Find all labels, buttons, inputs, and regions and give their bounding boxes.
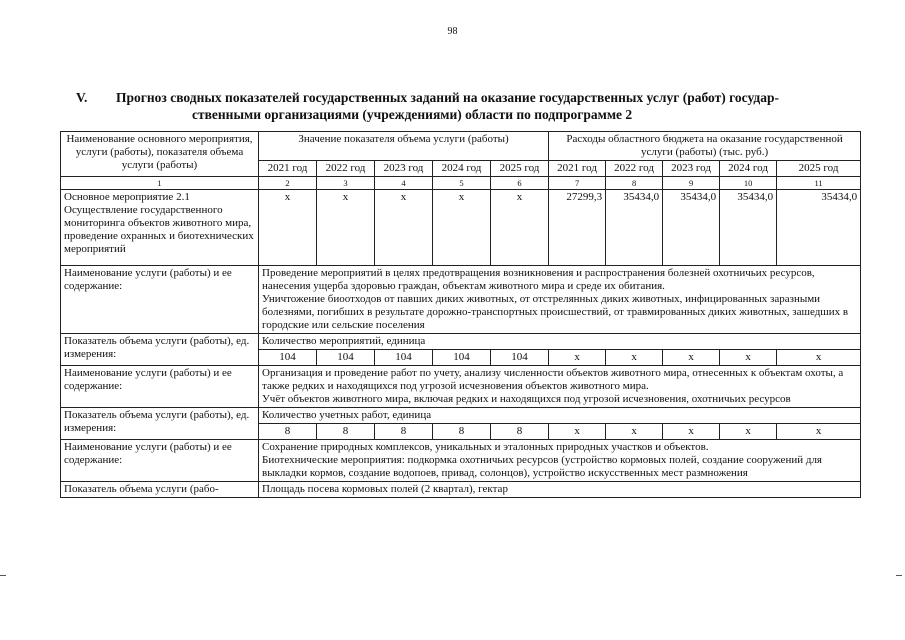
value-cell: х xyxy=(606,424,663,440)
header-name-cell: Наименование основного мероприятия, услуги (работы), показателя объема услуги (работы) xyxy=(61,132,259,177)
value-cell: х xyxy=(259,190,317,266)
index-cell: 5 xyxy=(433,177,491,190)
expense-cell: 35434,0 xyxy=(720,190,777,266)
year-cell: 2022 год xyxy=(606,161,663,177)
service-label: Наименование услуги (работы) и ее содержание: xyxy=(61,366,259,408)
value-cell: х xyxy=(491,190,549,266)
year-cell: 2023 год xyxy=(663,161,720,177)
indicator-unit: Количество учетных работ, единица xyxy=(259,408,861,424)
value-cell: х xyxy=(433,190,491,266)
section-title-line-2: ственными организациями (учреждениями) области по подпрограмме 2 xyxy=(192,107,633,122)
value-cell: 104 xyxy=(317,350,375,366)
indicator-label: Показатель объема услуги (работы), ед. измерения: xyxy=(61,408,259,440)
value-cell: 104 xyxy=(375,350,433,366)
indicator-row xyxy=(61,408,861,424)
service-label: Наименование услуги (работы) и ее содержание: xyxy=(61,266,259,334)
header-row xyxy=(61,132,861,161)
service-text: Организация и проведение работ по учету, анализу численности объектов животного мира, отнесенных к объектам охоты, а также редких и находящихся под угрозой исчезновения объектов животного мира. xyxy=(262,367,844,392)
value-cell: х xyxy=(606,350,663,366)
value-cell: х xyxy=(663,350,720,366)
expense-cell: 35434,0 xyxy=(777,190,861,266)
expense-cell: 35434,0 xyxy=(663,190,720,266)
value-cell: х xyxy=(720,424,777,440)
value-cell: х xyxy=(777,350,861,366)
value-cell: 8 xyxy=(375,424,433,440)
value-cell: х xyxy=(375,190,433,266)
value-cell: 8 xyxy=(433,424,491,440)
service-text: Уничтожение биоотходов от павших диких животных, от отстрелянных диких животных, инфицированных заразными болезнями, погибших в результате дорожно-транспортных происшествий, от травмированных диких животных, зашедших в городские или сельские поселения xyxy=(262,293,849,331)
year-cell: 2022 год xyxy=(317,161,375,177)
section-number: V. xyxy=(76,90,88,105)
service-description xyxy=(259,366,861,408)
service-description xyxy=(259,266,861,334)
service-row xyxy=(61,366,861,408)
index-cell: 11 xyxy=(777,177,861,190)
indicator-label: Показатель объема услуги (работы), ед. измерения: xyxy=(61,334,259,366)
value-cell: 104 xyxy=(259,350,317,366)
expense-cell: 27299,3 xyxy=(549,190,606,266)
index-cell: 4 xyxy=(375,177,433,190)
value-cell: х xyxy=(549,350,606,366)
service-text: Проведение мероприятий в целях предотвращения возникновения и распространения болезней охотничьих ресурсов, нанесения ущерба здоровью граждан, объектам животного мира и среде их обитания. xyxy=(262,267,815,292)
main-event-row xyxy=(61,190,861,266)
index-cell: 9 xyxy=(663,177,720,190)
right-edge-mark xyxy=(896,575,902,576)
service-row xyxy=(61,440,861,482)
page-number: 98 xyxy=(447,26,458,37)
forecast-table xyxy=(60,131,861,498)
year-cell: 2024 год xyxy=(433,161,491,177)
indicator-row xyxy=(61,482,861,498)
indicator-unit: Площадь посева кормовых полей (2 квартал), гектар xyxy=(259,482,861,498)
value-cell: х xyxy=(549,424,606,440)
service-text: Сохранение природных комплексов, уникальных и эталонных природных участков и объектов. xyxy=(262,441,709,453)
header-volume-group: Значение показателя объема услуги (работы) xyxy=(259,132,549,161)
section-heading xyxy=(76,89,866,123)
value-cell: х xyxy=(777,424,861,440)
index-cell: 8 xyxy=(606,177,663,190)
service-label: Наименование услуги (работы) и ее содержание: xyxy=(61,440,259,482)
service-description xyxy=(259,440,861,482)
index-cell: 2 xyxy=(259,177,317,190)
indicator-row xyxy=(61,334,861,350)
expense-cell: 35434,0 xyxy=(606,190,663,266)
year-cell: 2023 год xyxy=(375,161,433,177)
section-title-line-1: Прогноз сводных показателей государственных заданий на оказание государственных услуг (работ) государ- xyxy=(116,90,779,105)
value-cell: х xyxy=(317,190,375,266)
service-text: Биотехнические мероприятия: подкормка охотничьих ресурсов (устройство кормовых полей, создание сооружений для выкладки кормов, создание водопоев, привад, солонцов), устройство искусственных мест размножения xyxy=(262,454,822,479)
index-cell: 6 xyxy=(491,177,549,190)
header-expense-group: Расходы областного бюджета на оказание государственной услуги (работы) (тыс. руб.) xyxy=(549,132,861,161)
left-edge-mark xyxy=(0,575,6,576)
year-cell: 2024 год xyxy=(720,161,777,177)
column-index-row xyxy=(61,177,861,190)
index-cell: 7 xyxy=(549,177,606,190)
value-cell: х xyxy=(720,350,777,366)
indicator-unit: Количество мероприятий, единица xyxy=(259,334,861,350)
indicator-label: Показатель объема услуги (рабо- xyxy=(61,482,259,498)
index-cell: 10 xyxy=(720,177,777,190)
year-cell: 2021 год xyxy=(259,161,317,177)
index-cell: 1 xyxy=(61,177,259,190)
service-text: Учёт объектов животного мира, включая редких и находящихся под угрозой исчезновения, охотничьих ресурсов xyxy=(262,393,791,405)
service-row xyxy=(61,266,861,334)
value-cell: х xyxy=(663,424,720,440)
value-cell: 104 xyxy=(491,350,549,366)
value-cell: 8 xyxy=(259,424,317,440)
year-cell: 2021 год xyxy=(549,161,606,177)
value-cell: 8 xyxy=(491,424,549,440)
value-cell: 8 xyxy=(317,424,375,440)
index-cell: 3 xyxy=(317,177,375,190)
year-cell: 2025 год xyxy=(491,161,549,177)
year-cell: 2025 год xyxy=(777,161,861,177)
main-event-name: Основное мероприятие 2.1 Осуществление государственного мониторинга объектов животного мира, проведение охранных и биотехнических мероприятий xyxy=(61,190,259,266)
value-cell: 104 xyxy=(433,350,491,366)
